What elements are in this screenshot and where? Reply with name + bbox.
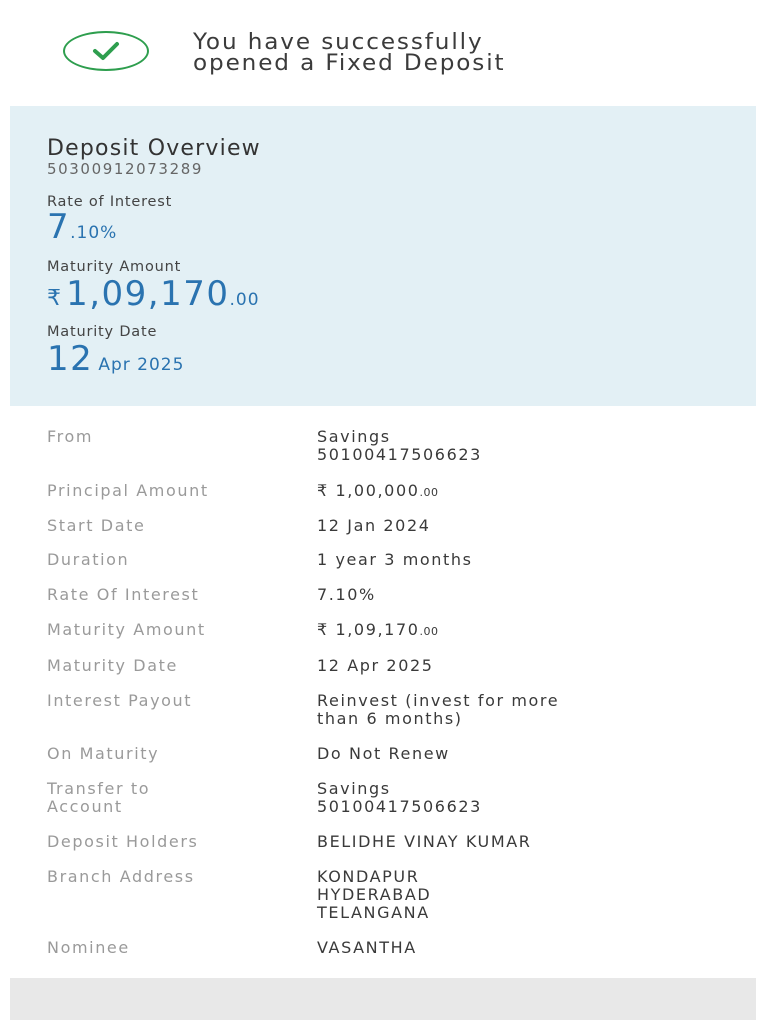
deposit-holders-value: BELIDHE VINAY KUMAR [317, 832, 532, 851]
principal-amount-value [317, 482, 737, 502]
success-message-line1: You have successfully [193, 30, 484, 55]
check-circle-icon [63, 31, 149, 71]
nominee-value: VASANTHA [317, 938, 417, 957]
rate-of-interest-label: Rate of Interest [47, 194, 173, 210]
on-maturity-value: Do Not Renew [317, 744, 450, 763]
success-message-line2: opened a Fixed Deposit [193, 51, 506, 76]
maturity-amount-value [47, 274, 260, 314]
transfer-account-number: 50100417506623 [317, 797, 482, 816]
checkmark-icon [92, 40, 120, 62]
success-banner [0, 0, 768, 104]
deposit-holders-label: Deposit Holders [47, 832, 199, 851]
duration-label: Duration [47, 550, 130, 569]
from-account-type: Savings [317, 427, 391, 446]
branch-address-value [317, 868, 737, 922]
branch-address-label: Branch Address [47, 867, 195, 886]
on-maturity-label: On Maturity [47, 744, 160, 763]
overview-title: Deposit Overview [47, 136, 261, 161]
maturity-month-year: Apr 2025 [98, 355, 185, 375]
branch-address-line2: HYDERABAD [317, 885, 432, 904]
transfer-account-label [47, 780, 297, 816]
duration-value: 1 year 3 months [317, 550, 473, 569]
maturity-amount-detail-value [317, 621, 737, 641]
maturity-amount-detail-main: ₹ 1,09,170 [317, 620, 420, 639]
success-message [193, 32, 505, 74]
from-label: From [47, 427, 94, 446]
rate-whole: 7 [47, 207, 71, 247]
start-date-value: 12 Jan 2024 [317, 516, 431, 535]
footer-bar [10, 978, 756, 1020]
interest-payout-value [317, 692, 737, 728]
maturity-day: 12 [47, 339, 94, 379]
transfer-label-line2: Account [47, 797, 123, 816]
rate-of-interest-value [47, 207, 117, 247]
maturity-amount-detail-label: Maturity Amount [47, 620, 206, 639]
nominee-label: Nominee [47, 938, 130, 957]
maturity-amount-whole: 1,09,170 [66, 274, 230, 314]
transfer-account-type: Savings [317, 779, 391, 798]
interest-payout-label: Interest Payout [47, 691, 193, 710]
start-date-label: Start Date [47, 516, 146, 535]
from-account-number: 50100417506623 [317, 445, 482, 464]
branch-address-line1: KONDAPUR [317, 867, 420, 886]
maturity-date-detail-value: 12 Apr 2025 [317, 656, 434, 675]
rate-label: Rate Of Interest [47, 585, 200, 604]
principal-amount-main: ₹ 1,00,000 [317, 481, 420, 500]
transfer-label-line1: Transfer to [47, 779, 151, 798]
rupee-symbol: ₹ [47, 286, 61, 311]
deposit-account-number: 50300912073289 [47, 160, 204, 178]
maturity-date-label: Maturity Date [47, 324, 158, 340]
transfer-account-value [317, 780, 737, 816]
deposit-details-list [10, 406, 756, 976]
rate-fraction: .10% [70, 223, 118, 243]
maturity-date-value [47, 339, 184, 379]
interest-payout-line2: than 6 months) [317, 709, 463, 728]
maturity-date-detail-label: Maturity Date [47, 656, 178, 675]
principal-amount-label: Principal Amount [47, 481, 209, 500]
interest-payout-line1: Reinvest (invest for more [317, 691, 560, 710]
branch-address-line3: TELANGANA [317, 903, 430, 922]
from-value [317, 428, 737, 464]
maturity-amount-detail-paise: .00 [419, 625, 439, 638]
deposit-overview-panel [10, 106, 756, 406]
maturity-amount-paise: .00 [229, 290, 260, 310]
principal-amount-paise: .00 [419, 486, 439, 499]
rate-value: 7.10% [317, 585, 376, 604]
maturity-amount-label: Maturity Amount [47, 259, 182, 275]
